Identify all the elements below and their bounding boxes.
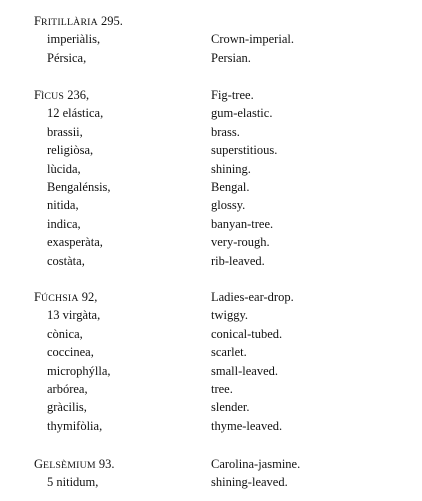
- species-english: banyan-tree.: [211, 216, 274, 231]
- genus-name: [34, 86, 89, 106]
- species-english: Persian.: [211, 50, 251, 65]
- species-latin: cònica,: [47, 326, 83, 341]
- species-row: [0, 141, 422, 159]
- species-row: [0, 160, 422, 178]
- species-latin: costàta,: [47, 253, 85, 268]
- species-latin: imperiàlis,: [47, 32, 101, 47]
- species-row: [0, 417, 422, 435]
- genus-row: [0, 455, 422, 473]
- genus-initial: F: [34, 290, 41, 304]
- genus-name: [34, 288, 97, 308]
- genus-name: [34, 455, 115, 475]
- species-english: glossy.: [211, 198, 246, 213]
- genus-initial: G: [34, 457, 44, 471]
- species-row: [0, 398, 422, 416]
- species-latin: nitida,: [47, 198, 79, 213]
- species-latin: Pérsica,: [47, 50, 87, 65]
- species-english: small-leaved.: [211, 363, 278, 378]
- species-latin: brassii,: [47, 124, 83, 139]
- species-row: [0, 325, 422, 343]
- genus-row: [0, 12, 422, 30]
- species-english: Bengal.: [211, 179, 250, 194]
- genus-name: [34, 12, 123, 32]
- species-latin: Bengalénsis,: [47, 179, 111, 194]
- genus-section-gelsemium: [0, 455, 422, 492]
- species-row: [0, 178, 422, 196]
- species-row: [0, 196, 422, 214]
- genus-english: Carolina-jasmine.: [211, 457, 301, 471]
- species-latin: thymifòlia,: [47, 418, 103, 433]
- species-row: [0, 473, 422, 491]
- species-row: [0, 49, 422, 67]
- species-english: very-rough.: [211, 235, 270, 250]
- species-latin: microphýlla,: [47, 363, 111, 378]
- species-english: brass.: [211, 124, 240, 139]
- genus-rest: ÚCHSIA: [40, 293, 79, 304]
- species-english: shining.: [211, 161, 251, 176]
- species-english: twiggy.: [211, 308, 249, 323]
- species-english: thyme-leaved.: [211, 418, 283, 433]
- genus-initial: F: [34, 14, 41, 28]
- genus-rest: ÌCUS: [40, 91, 65, 102]
- species-english: shining-leaved.: [211, 475, 288, 490]
- species-latin: 13 virgàta,: [47, 308, 101, 323]
- species-english: gum-elastic.: [211, 106, 273, 121]
- species-row: [0, 362, 422, 380]
- genus-english: Ladies-ear-drop.: [211, 290, 294, 304]
- species-latin: indica,: [47, 216, 81, 231]
- genus-number: 236,: [64, 88, 90, 102]
- species-row: [0, 380, 422, 398]
- genus-rest: ELSÈMIUM: [43, 460, 96, 471]
- genus-english: Fig-tree.: [211, 88, 254, 102]
- species-latin: exasperàta,: [47, 235, 103, 250]
- genus-row: [0, 288, 422, 306]
- species-row: [0, 233, 422, 251]
- species-latin: religiòsa,: [47, 143, 94, 158]
- species-english: rib-leaved.: [211, 253, 265, 268]
- species-english: slender.: [211, 400, 250, 415]
- species-english: tree.: [211, 381, 233, 396]
- species-english: conical-tubed.: [211, 326, 283, 341]
- species-latin: 5 nitidum,: [47, 475, 99, 490]
- species-row: [0, 215, 422, 233]
- species-latin: 12 elástica,: [47, 106, 104, 121]
- genus-row: [0, 86, 422, 104]
- species-english: superstitious.: [211, 143, 278, 158]
- genus-section-fritillaria: [0, 12, 422, 67]
- species-latin: arbórea,: [47, 381, 88, 396]
- species-row: [0, 252, 422, 270]
- species-row: [0, 30, 422, 48]
- species-row: [0, 104, 422, 122]
- genus-number: 93.: [95, 457, 115, 471]
- genus-section-fuchsia: [0, 288, 422, 435]
- species-row: [0, 343, 422, 361]
- species-row: [0, 123, 422, 141]
- species-english: scarlet.: [211, 345, 247, 360]
- genus-initial: F: [34, 88, 41, 102]
- species-latin: gràcilis,: [47, 400, 87, 415]
- genus-section-ficus: [0, 86, 422, 270]
- species-english: Crown-imperial.: [211, 32, 294, 47]
- species-latin: coccinea,: [47, 345, 94, 360]
- genus-number: 295.: [97, 14, 123, 28]
- genus-rest: RITILLÀRIA: [40, 17, 98, 28]
- species-row: [0, 306, 422, 324]
- genus-number: 92,: [78, 290, 98, 304]
- species-latin: lùcida,: [47, 161, 81, 176]
